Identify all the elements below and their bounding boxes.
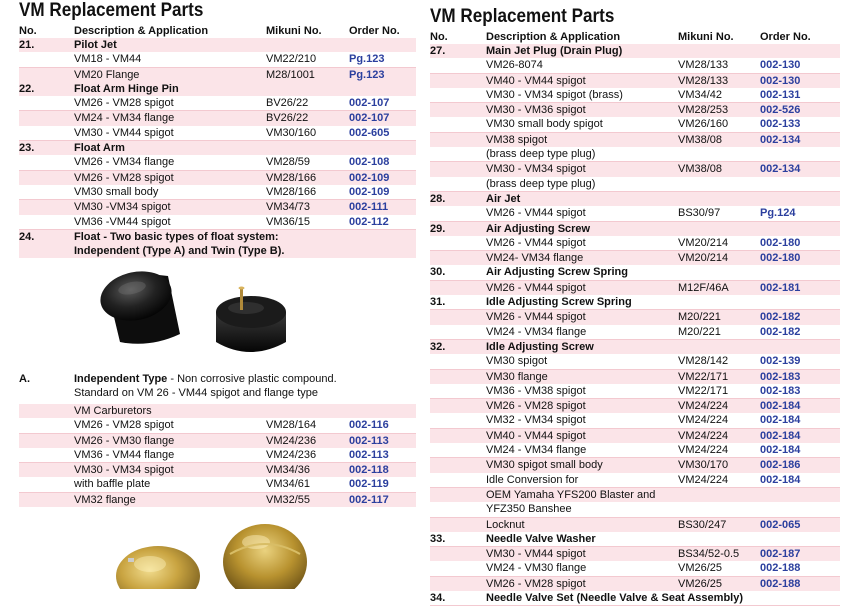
part-description: VM26 - VM28 spigot (74, 171, 174, 184)
order-number: 002-184 (760, 429, 801, 442)
mikuni-number: BS34/52-0.5 (678, 548, 740, 561)
order-number: 002-183 (760, 384, 801, 397)
order-number: 002-182 (760, 325, 801, 338)
part-description: VM24 - VM30 flange (486, 562, 587, 575)
section-heading (19, 141, 416, 155)
section-title: Air Jet (486, 192, 521, 205)
section-title: Air Adjusting Screw Spring (486, 266, 628, 279)
part-description: VM30 small body (74, 185, 159, 198)
part-description: VM30 small body spigot (486, 118, 603, 131)
mikuni-number: VM34/36 (266, 464, 311, 477)
mikuni-number: VM24/224 (678, 429, 729, 442)
part-description: VM30 -VM34 spigot (74, 201, 171, 214)
section-number: 30. (430, 266, 446, 279)
table-row (430, 547, 840, 561)
mikuni-number: VM24/224 (678, 414, 729, 427)
mikuni-number: VM28/133 (678, 74, 729, 87)
order-number: 002-181 (760, 281, 801, 294)
mikuni-number: VM24/236 (266, 448, 317, 461)
order-number: 002-065 (760, 518, 801, 531)
table-row (19, 52, 416, 67)
header-order: Order No. (349, 25, 400, 37)
header-description: Description & Application (74, 25, 209, 37)
order-number: 002-109 (349, 171, 390, 184)
order-number: Pg.123 (349, 53, 385, 66)
order-number: 002-113 (349, 434, 389, 447)
table-row (430, 265, 840, 280)
part-description: VM26 - VM28 spigot (486, 577, 586, 590)
part-description: (brass deep type plug) (486, 148, 596, 161)
table-row (430, 281, 840, 295)
section-title: Pilot Jet (74, 39, 117, 51)
order-number: 002-131 (760, 88, 801, 101)
section-24-line2 (19, 244, 416, 258)
part-description: VM20 Flange (74, 68, 140, 81)
section-title: Air Adjusting Screw (486, 222, 591, 235)
section-number: 21. (19, 39, 35, 51)
header-no: No. (19, 25, 37, 37)
table-row (430, 44, 840, 58)
section-title: Needle Valve Washer (486, 532, 596, 545)
part-description: VM26-8074 (486, 59, 543, 72)
order-number: 002-108 (349, 156, 390, 169)
order-number: 002-107 (349, 112, 390, 125)
table-row (430, 429, 840, 443)
left-title: VM Replacement Parts (19, 0, 204, 21)
table-row (19, 155, 416, 170)
table-row (19, 215, 416, 230)
order-number: 002-186 (760, 459, 801, 472)
mikuni-number: VM38/08 (678, 163, 723, 176)
order-number: 002-111 (349, 201, 389, 214)
order-number: 002-605 (349, 126, 390, 139)
left-parts-table (19, 38, 416, 230)
order-number: 002-107 (349, 97, 390, 110)
mikuni-number: VM32/55 (266, 493, 311, 506)
table-row (430, 295, 840, 310)
section-a-text (19, 372, 416, 401)
table-row (430, 340, 840, 354)
order-number: 002-187 (760, 548, 801, 561)
section-number: 32. (430, 340, 446, 353)
order-number: 002-184 (760, 444, 801, 457)
order-number: 002-184 (760, 400, 801, 413)
part-description: VM40 - VM44 spigot (486, 429, 586, 442)
mikuni-number: VM34/61 (266, 478, 311, 491)
table-row (19, 493, 416, 507)
mikuni-number: VM28/133 (678, 59, 729, 72)
part-description: VM30 - VM34 spigot (brass) (486, 88, 623, 101)
part-description: VM36 - VM38 spigot (486, 384, 586, 397)
table-row (19, 200, 416, 214)
mikuni-number: BS30/247 (678, 518, 727, 531)
order-number: 002-182 (760, 311, 801, 324)
left-column (19, 0, 416, 258)
section-number: 27. (430, 45, 446, 57)
order-number: 002-118 (349, 464, 389, 477)
part-description: VM18 - VM44 (74, 53, 142, 66)
order-number: 002-109 (349, 185, 390, 198)
part-description: Locknut (486, 518, 525, 531)
table-row (430, 117, 840, 132)
mikuni-number: VM26/25 (678, 577, 723, 590)
table-row (430, 458, 840, 472)
table-row (19, 96, 416, 111)
table-row (430, 413, 840, 428)
part-description: (brass deep type plug) (486, 177, 596, 190)
part-description: VM30 - VM44 spigot (74, 126, 174, 139)
order-number: 002-180 (760, 236, 801, 249)
header-mikuni: Mikuni No. (266, 25, 322, 37)
table-row (430, 473, 840, 488)
part-description: VM24- VM34 flange (486, 252, 584, 265)
table-row (430, 532, 840, 547)
part-description: VM26 - VM34 flange (74, 156, 175, 169)
order-number: 002-130 (760, 74, 801, 87)
section-number: 28. (430, 192, 446, 205)
part-description: VM26 - VM44 spigot (486, 281, 586, 294)
order-number: 002-119 (349, 478, 389, 491)
table-row (430, 399, 840, 413)
table-row (430, 88, 840, 103)
table-row (430, 162, 840, 176)
order-number: 002-183 (760, 370, 801, 383)
mikuni-number: VM24/224 (678, 400, 729, 413)
part-description: VM26 - VM44 spigot (486, 207, 586, 220)
part-description: VM26 - VM44 spigot (486, 311, 586, 324)
table-row (430, 133, 840, 147)
section-title: Idle Adjusting Screw (486, 340, 594, 353)
table-row (19, 477, 416, 492)
table-row (19, 171, 416, 185)
table-row (430, 518, 840, 532)
mikuni-number: M20/221 (678, 311, 721, 324)
section-title: Float Arm Hinge Pin (74, 82, 179, 95)
black-plastic-float-photo (90, 262, 290, 370)
order-number: 002-184 (760, 414, 801, 427)
table-row (430, 58, 840, 73)
section-24-line1 (19, 230, 416, 244)
order-number: 002-188 (760, 562, 801, 575)
part-description: Idle Conversion for (486, 473, 579, 486)
table-row (430, 370, 840, 384)
section-title: Idle Adjusting Screw Spring (486, 296, 632, 309)
order-number: 002-117 (349, 493, 389, 506)
mikuni-number: VM22/171 (678, 384, 729, 397)
part-description: with baffle plate (74, 478, 151, 491)
order-number: 002-113 (349, 448, 389, 461)
order-number: 002-188 (760, 577, 801, 590)
sub-heading: VM Carburetors (74, 405, 152, 417)
table-row (430, 222, 840, 236)
header-mikuni: Mikuni No. (678, 31, 734, 43)
header-no: No. (430, 31, 448, 43)
independent-type-desc: - Non corrosive plastic compound. (167, 373, 337, 385)
table-row (430, 384, 840, 399)
table-row (430, 192, 840, 206)
table-row (430, 310, 840, 324)
part-description: VM26 - VM44 spigot (486, 236, 586, 249)
part-description: OEM Yamaha YFS200 Blaster and (486, 488, 656, 501)
section-number: 23. (19, 142, 35, 155)
table-row (19, 185, 416, 200)
part-description: VM30 spigot (486, 355, 548, 368)
table-row (430, 74, 840, 88)
table-row (430, 443, 840, 458)
table-row (430, 561, 840, 576)
right-parts-table (430, 44, 840, 606)
mikuni-number: VM28/142 (678, 355, 729, 368)
right-column (430, 6, 840, 606)
section-subtitle: Independent (Type A) and Twin (Type B). (74, 245, 285, 258)
part-description: VM26 - VM28 spigot (74, 419, 174, 432)
right-title: VM Replacement Parts (430, 6, 615, 27)
order-number: 002-134 (760, 163, 801, 176)
part-description: VM26 - VM28 spigot (74, 97, 174, 110)
part-description: VM30 - VM44 spigot (486, 548, 586, 561)
mikuni-number: VM20/214 (678, 236, 729, 249)
part-description: VM24 - VM34 flange (486, 325, 587, 338)
mikuni-number: VM22/210 (266, 53, 317, 66)
section-number: 31. (430, 296, 446, 309)
part-description: VM24 - VM34 flange (74, 112, 175, 125)
order-number: Pg.123 (349, 68, 385, 81)
table-row (19, 418, 416, 433)
section-heading (19, 82, 416, 96)
mikuni-number: VM24/224 (678, 444, 729, 457)
table-row (430, 502, 840, 517)
table-row (430, 488, 840, 502)
part-description: VM26 - VM30 flange (74, 434, 175, 447)
mikuni-number: VM28/59 (266, 156, 311, 169)
section-number: 22. (19, 82, 35, 95)
mikuni-number: VM28/166 (266, 171, 317, 184)
table-row (430, 177, 840, 192)
section-a-subhead (19, 404, 416, 418)
order-number: Pg.124 (760, 207, 796, 220)
section-number: 34. (430, 591, 446, 604)
table-row (430, 206, 840, 221)
part-description: VM30 - VM36 spigot (486, 104, 586, 117)
mikuni-number: VM20/214 (678, 252, 729, 265)
table-row (19, 126, 416, 141)
table-row (430, 354, 840, 369)
section-title: Main Jet Plug (Drain Plug) (486, 45, 623, 57)
table-row (430, 325, 840, 340)
mikuni-number: M28/1001 (266, 68, 315, 81)
mikuni-number: VM24/224 (678, 473, 729, 486)
mikuni-number: BV26/22 (266, 112, 309, 125)
order-number: 002-139 (760, 355, 801, 368)
order-number: 002-184 (760, 473, 801, 486)
table-row (430, 236, 840, 251)
section-heading (19, 38, 416, 52)
mikuni-number: VM28/164 (266, 419, 317, 432)
order-number: 002-112 (349, 215, 389, 228)
section-number: 33. (430, 532, 446, 545)
part-description: VM32 flange (74, 493, 136, 506)
mikuni-number: VM30/170 (678, 459, 729, 472)
brass-float-photo (110, 514, 310, 589)
mikuni-number: BV26/22 (266, 97, 309, 110)
section-a-table (19, 404, 416, 507)
mikuni-number: VM34/73 (266, 201, 311, 214)
part-description: VM30 spigot small body (486, 459, 603, 472)
table-row (430, 103, 840, 117)
order-number: 002-180 (760, 252, 801, 265)
header-order: Order No. (760, 31, 811, 43)
mikuni-number: VM30/160 (266, 126, 317, 139)
table-row (430, 147, 840, 162)
table-row (19, 434, 416, 448)
mikuni-number: VM34/42 (678, 88, 723, 101)
part-description: VM38 spigot (486, 133, 548, 146)
part-description: VM30 - VM34 spigot (486, 163, 586, 176)
mikuni-number: VM36/15 (266, 215, 311, 228)
mikuni-number: VM28/253 (678, 104, 729, 117)
part-description: VM26 - VM28 spigot (486, 400, 586, 413)
mikuni-number: M20/221 (678, 325, 721, 338)
section-title: Float Arm (74, 142, 125, 155)
section-title: Float - Two basic types of float system: (74, 230, 279, 243)
order-number: 002-133 (760, 118, 801, 131)
part-description: YFZ350 Banshee (486, 503, 572, 516)
mikuni-number: VM22/171 (678, 370, 729, 383)
table-row (19, 68, 416, 82)
table-row (430, 591, 840, 606)
part-description: VM30 - VM34 spigot (74, 464, 174, 477)
mikuni-number: VM38/08 (678, 133, 723, 146)
order-number: 002-526 (760, 104, 801, 117)
mikuni-number: M12F/46A (678, 281, 729, 294)
mikuni-number: VM24/236 (266, 434, 317, 447)
independent-type-standard: Standard on VM 26 - VM44 spigot and flange type (74, 387, 318, 400)
order-number: 002-134 (760, 133, 801, 146)
mikuni-number: VM28/166 (266, 185, 317, 198)
header-description: Description & Application (486, 31, 621, 43)
section-number: A. (19, 373, 30, 385)
order-number: 002-130 (760, 59, 801, 72)
left-header-row (19, 24, 416, 38)
table-row (19, 448, 416, 463)
order-number: 002-116 (349, 419, 389, 432)
part-description: VM36 -VM44 spigot (74, 215, 171, 228)
table-row (430, 251, 840, 265)
mikuni-number: BS30/97 (678, 207, 721, 220)
part-description: VM30 flange (486, 370, 548, 383)
right-header-row (430, 30, 840, 44)
part-description: VM24 - VM34 flange (486, 444, 587, 457)
independent-type-label: Independent Type (74, 373, 168, 385)
table-row (19, 111, 416, 125)
mikuni-number: VM26/160 (678, 118, 729, 131)
mikuni-number: VM26/25 (678, 562, 723, 575)
part-description: VM36 - VM44 flange (74, 448, 175, 461)
part-description: VM32 - VM34 spigot (486, 414, 586, 427)
section-number: 24. (19, 230, 35, 243)
part-description: VM40 - VM44 spigot (486, 74, 586, 87)
table-row (19, 463, 416, 477)
section-title: Needle Valve Set (Needle Valve & Seat Assembly) (486, 591, 744, 604)
section-number: 29. (430, 222, 446, 235)
